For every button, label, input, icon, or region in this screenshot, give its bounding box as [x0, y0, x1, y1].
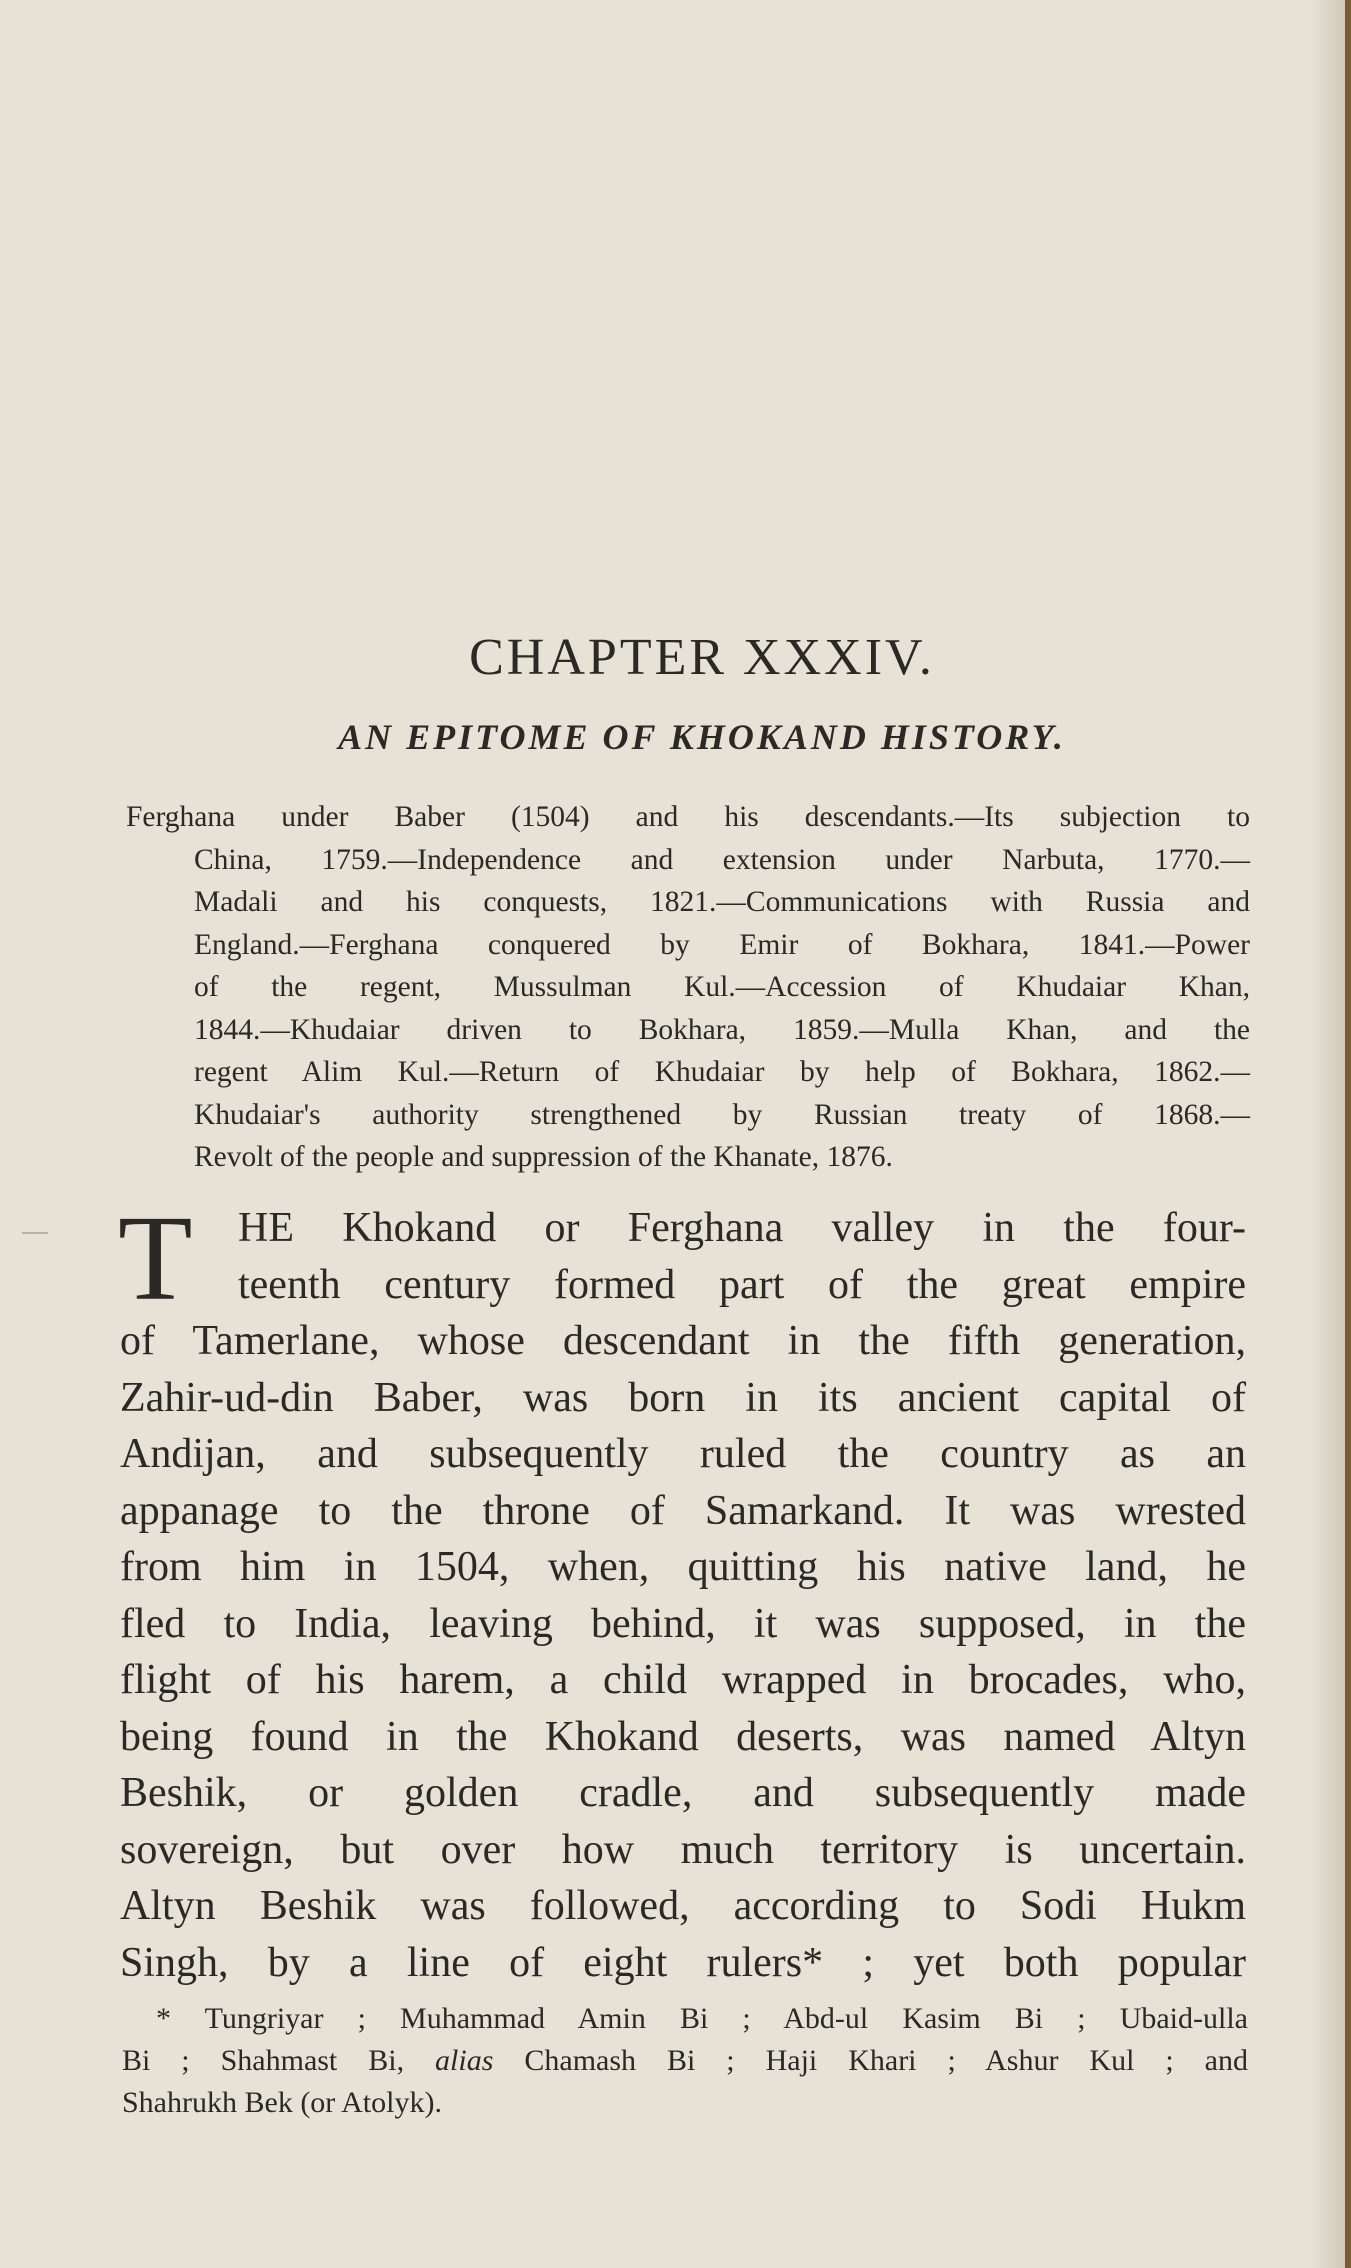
- body-line: sovereign, but over how much territory is uncertain.: [120, 1826, 1246, 1873]
- footnote-line: * Tungriyar ; Muhammad Amin Bi ; Abd-ul Kasim Bi ; Ubaid-ulla: [156, 2002, 1248, 2035]
- summary-line: Madali and his conquests, 1821.—Communications with Russia and: [194, 886, 1250, 918]
- summary-line: Khudaiar's authority strengthened by Russian treaty of 1868.—: [194, 1098, 1250, 1131]
- body-line: appanage to the throne of Samarkand. It was wrested: [120, 1487, 1246, 1534]
- summary-line: 1844.—Khudaiar driven to Bokhara, 1859.—Mulla Khan, and the: [194, 1013, 1250, 1046]
- summary-line: Ferghana under Baber (1504) and his descendants.—Its subjection to: [126, 801, 1250, 833]
- body-line: teenth century formed part of the great empire: [238, 1261, 1246, 1308]
- summary-line: England.—Ferghana conquered by Emir of Bokhara, 1841.—Power: [194, 928, 1250, 961]
- chapter-subtitle: AN EPITOME OF KHOKAND HISTORY.: [338, 717, 1066, 757]
- summary-line: of the regent, Mussulman Kul.—Accession of Khudaiar Khan,: [194, 971, 1250, 1003]
- footnote-italic-alias: alias: [435, 2044, 494, 2077]
- body-line: Altyn Beshik was followed, according to Sodi Hukm: [120, 1883, 1246, 1929]
- body-line: Beshik, or golden cradle, and subsequently made: [120, 1770, 1246, 1816]
- summary-line: Revolt of the people and suppression of the Khanate, 1876.: [194, 1141, 893, 1173]
- body-line: being found in the Khokand deserts, was named Altyn: [120, 1713, 1246, 1760]
- footnote-line: [122, 2040, 1248, 2082]
- body-line: Singh, by a line of eight rulers* ; yet both popular: [120, 1939, 1246, 1986]
- body-line: of Tamerlane, whose descendant in the fifth generation,: [120, 1318, 1246, 1364]
- body-line: Andijan, and subsequently ruled the country as an: [120, 1431, 1246, 1477]
- body-line: fled to India, leaving behind, it was supposed, in the: [120, 1600, 1246, 1647]
- footnote-text: Bi ; Shahmast Bi,: [122, 2044, 405, 2077]
- body-line: from him in 1504, when, quitting his native land, he: [120, 1544, 1246, 1590]
- summary-line: China, 1759.—Independence and extension under Narbuta, 1770.—: [194, 843, 1250, 876]
- page-edge: [1345, 0, 1351, 2268]
- drop-cap: T: [118, 1191, 193, 1326]
- chapter-title: CHAPTER XXXIV.: [469, 629, 935, 686]
- body-line: HE Khokand or Ferghana valley in the four-: [238, 1205, 1246, 1251]
- margin-mark: [22, 1232, 48, 1234]
- body-line: Zahir-ud-din Baber, was born in its ancient capital of: [120, 1374, 1246, 1421]
- footnote-line: Shahrukh Bek (or Atolyk).: [122, 2086, 442, 2119]
- summary-line: regent Alim Kul.—Return of Khudaiar by help of Bokhara, 1862.—: [194, 1056, 1250, 1088]
- chapter-summary: [126, 796, 1250, 1179]
- body-line: flight of his harem, a child wrapped in brocades, who,: [120, 1657, 1246, 1703]
- body-paragraph: [118, 1191, 1246, 1991]
- footnote-text: Chamash Bi ; Haji Khari ; Ashur Kul ; and: [524, 2044, 1248, 2077]
- footnote: [122, 1998, 1248, 2124]
